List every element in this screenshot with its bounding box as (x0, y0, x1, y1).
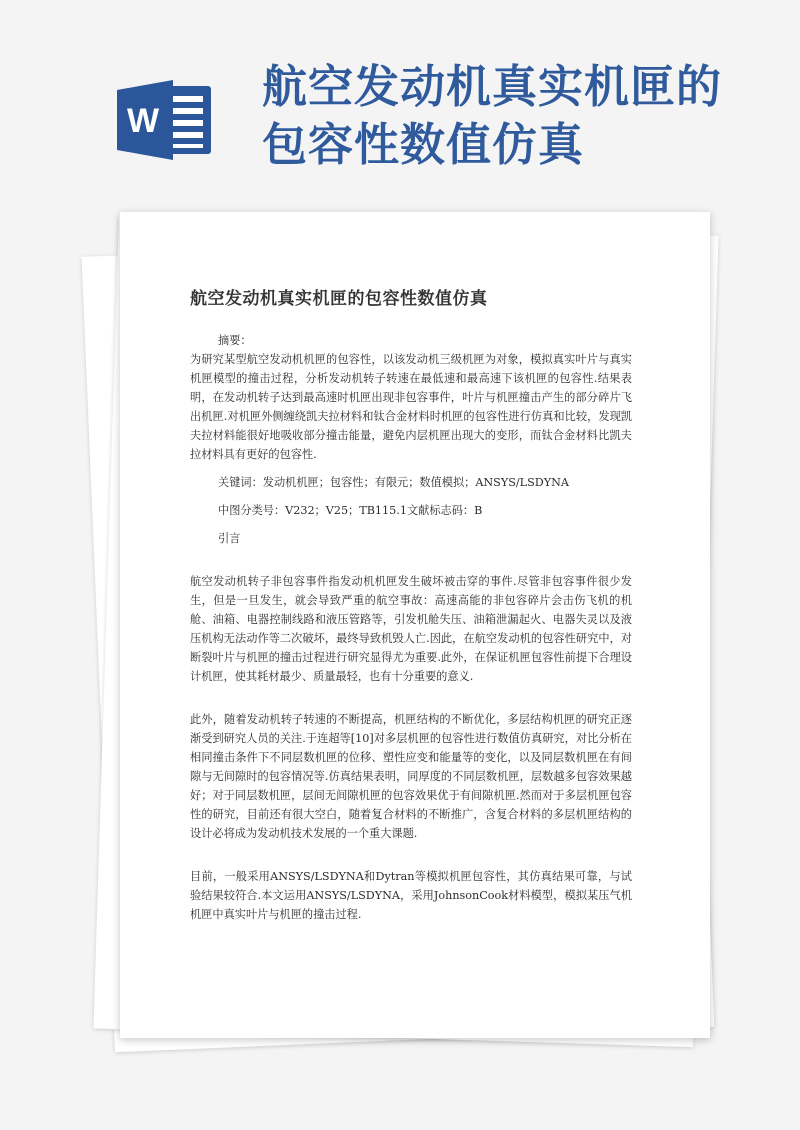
paper-title: 航空发动机真实机匣的包容性数值仿真 (190, 289, 488, 309)
paper-content (190, 268, 632, 924)
intro-paragraph-3: 目前，一般采用ANSYS/LSDYNA和Dytran等模拟机匣包容性，其仿真结果可靠，与试验结果较符合.本文运用ANSYS/LSDYNA，采用JohnsonCook材料模型，模拟某压气机机匣中真实叶片与机匣的撞击过程. (190, 870, 632, 921)
document-header (0, 0, 800, 200)
word-icon (117, 80, 215, 160)
classification: 中图分类号：V232；V25；TB115.1文献标志码：B (218, 504, 483, 517)
word-icon-letter: W (126, 102, 160, 140)
intro-heading: 引言 (218, 532, 241, 545)
document-title (262, 58, 782, 174)
document-title-line-2: 包容性数值仿真 (262, 118, 585, 171)
abstract-label: 摘要： (218, 334, 252, 347)
intro-paragraph-2: 此外，随着发动机转子转速的不断提高，机匣结构的不断优化，多层结构机匣的研究正逐渐受到研究人员的关注.于连超等[10]对多层机匣的包容性进行数值仿真研究，对比分析在相同撞击条件下不同层数机匣的位移、塑性应变和能量等的变化，以及同层数机匣在有间隙与无间隙时的包容情况等.仿真结果表明，同厚度的不同层数机匣，层数越多包容效果越好；对于同层数机匣，层间无间隙机匣的包容效果优于有间隙机匣.然而对于多层机匣包容性的研究，目前还有很大空白，随着复合材料的不断推广，含复合材料的多层机匣结构的设计必将成为发动机技术发展的一个重大课题. (190, 713, 632, 840)
document-title-line-1: 航空发动机真实机匣的 (262, 60, 723, 113)
abstract-text: 为研究某型航空发动机机匣的包容性，以该发动机三级机匣为对象，模拟真实叶片与真实机匣模型的撞击过程，分析发动机转子转速在最低速和最高速下该机匣的包容性.结果表明，在发动机转子达到最高速时机匣出现非包容事件，叶片与机匣撞击产生的部分碎片飞出机匣.对机匣外侧缠绕凯夫拉材料和钛合金材料时机匣的包容性进行仿真和比较，发现凯夫拉材料能很好地吸收部分撞击能量，避免内层机匣出现大的变形，而钛合金材料比凯夫拉材料具有更好的包容性. (190, 353, 632, 461)
intro-paragraph-1: 航空发动机转子非包容事件指发动机机匣发生破坏被击穿的事件.尽管非包容事件很少发生，但是一旦发生，就会导致严重的航空事故：高速高能的非包容碎片会击伤飞机的机舱、油箱、电器控制线路和液压管路等，引发机舱失压、油箱泄漏起火、电器失灵以及液压机构无法动作等二次破坏，最终导致机毁人亡.因此，在航空发动机的包容性研究中，对断裂叶片与机匣的撞击过程进行研究显得尤为重要.此外，在保证机匣包容性前提下合理设计机匣，使其耗材最少、质量最轻，也有十分重要的意义. (190, 575, 632, 683)
keywords: 关键词：发动机机匣；包容性；有限元；数值模拟；ANSYS/LSDYNA (218, 476, 569, 489)
